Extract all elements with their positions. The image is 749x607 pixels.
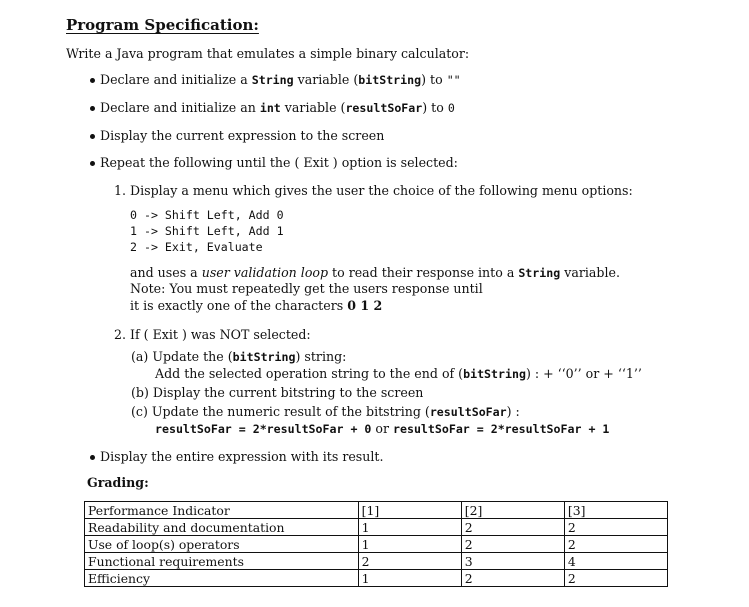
grading-table bbox=[84, 501, 668, 587]
table-cell: Efficiency bbox=[85, 570, 359, 587]
bullet-repeat: Repeat the following until the ( Exit ) option is selected: bbox=[100, 155, 458, 170]
step2b-line: (b) Display the current bitstring to the screen bbox=[131, 385, 424, 400]
menu-option-2: 2 -> Exit, Evaluate bbox=[130, 240, 263, 254]
bullet-dot bbox=[90, 106, 95, 111]
table-header-cell: [1] bbox=[358, 502, 461, 519]
step2c-formula: resultSoFar = 2*resultSoFar + 0 or resultSoFar = 2*resultSoFar + 1 bbox=[155, 421, 610, 436]
table-cell: Readability and documentation bbox=[85, 519, 359, 536]
table-header-cell: [3] bbox=[564, 502, 667, 519]
table-cell: 2 bbox=[564, 536, 667, 553]
table-row bbox=[85, 553, 668, 570]
step2-label: 2. If ( Exit ) was NOT selected: bbox=[114, 327, 311, 342]
bullet-dot bbox=[90, 134, 95, 139]
step2c-line: (c) Update the numeric result of the bitstring (resultSoFar) : bbox=[131, 404, 520, 419]
table-cell: 2 bbox=[461, 536, 564, 553]
bullet-dot bbox=[90, 161, 95, 166]
table-cell: 1 bbox=[358, 519, 461, 536]
table-header-cell: [2] bbox=[461, 502, 564, 519]
bullet-declare-int: Declare and initialize an int variable (resultSoFar) to 0 bbox=[100, 100, 455, 115]
table-cell: Use of loop(s) operators bbox=[85, 536, 359, 553]
bullet-declare-string: Declare and initialize a String variable (bitString) to "" bbox=[100, 72, 461, 87]
intro-text: Write a Java program that emulates a simple binary calculator: bbox=[66, 46, 470, 61]
step2a-line: (a) Update the (bitString) string: bbox=[131, 349, 347, 364]
table-cell: 3 bbox=[461, 553, 564, 570]
table-header-cell: Performance Indicator bbox=[85, 502, 359, 519]
step1-label: 1. Display a menu which gives the user the choice of the following menu options: bbox=[114, 183, 633, 198]
table-header-row bbox=[85, 502, 668, 519]
step2a-detail: Add the selected operation string to the end of (bitString) : + ‘‘0’’ or + ‘‘1’’ bbox=[155, 366, 642, 381]
table-cell: 2 bbox=[461, 570, 564, 587]
bullet-dot bbox=[90, 78, 95, 83]
table-row bbox=[85, 519, 668, 536]
table-cell: 2 bbox=[461, 519, 564, 536]
table-row bbox=[85, 570, 668, 587]
table-cell: Functional requirements bbox=[85, 553, 359, 570]
page-title: Program Specification: bbox=[66, 16, 259, 34]
table-cell: 1 bbox=[358, 570, 461, 587]
table-cell: 2 bbox=[358, 553, 461, 570]
bullet-dot bbox=[90, 455, 95, 460]
menu-option-1: 1 -> Shift Left, Add 1 bbox=[130, 224, 284, 238]
step1-validation-line: and uses a user validation loop to read their response into a String variable. bbox=[130, 265, 620, 280]
table-row bbox=[85, 536, 668, 553]
table-cell: 2 bbox=[564, 519, 667, 536]
table-cell: 2 bbox=[564, 570, 667, 587]
table-cell: 1 bbox=[358, 536, 461, 553]
bullet-display-expression: Display the current expression to the screen bbox=[100, 128, 385, 143]
table-cell: 4 bbox=[564, 553, 667, 570]
step1-note-line: Note: You must repeatedly get the users response until bbox=[130, 281, 483, 296]
bullet-display-result: Display the entire expression with its result. bbox=[100, 449, 384, 464]
menu-option-0: 0 -> Shift Left, Add 0 bbox=[130, 208, 284, 222]
grading-heading: Grading: bbox=[87, 475, 149, 490]
step1-characters-line: it is exactly one of the characters 0 1 2 bbox=[130, 298, 383, 313]
